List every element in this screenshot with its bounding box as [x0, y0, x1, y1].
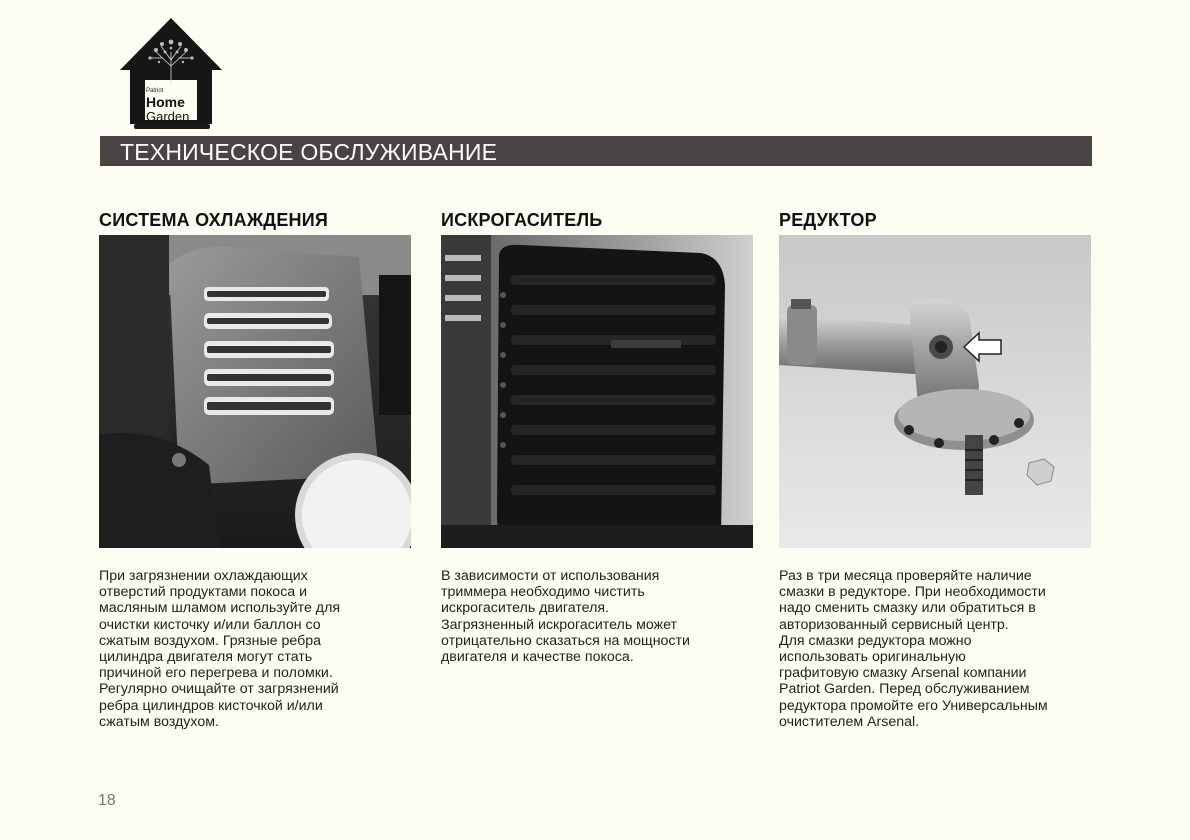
- logo-home: Home: [146, 94, 185, 110]
- section-title: ИСКРОГАСИТЕЛЬ: [441, 210, 603, 230]
- logo-brand: Patriot: [146, 88, 164, 94]
- spark-arrester-photo: [441, 235, 753, 548]
- section-cooling: [99, 205, 413, 730]
- logo-underline: [134, 124, 210, 129]
- section-title: СИСТЕМА ОХЛАЖДЕНИЯ: [99, 210, 329, 230]
- section-gearbox: [779, 205, 1093, 730]
- section-text: В зависимости от использования триммера необходимо чистить искрогаситель двигателя. Загрязненный искрогаситель может отрицательно сказаться на мощности двигателя и качестве покоса.: [441, 568, 690, 666]
- section-text: Раз в три месяца проверяйте наличие смазки в редукторе. При необходимости надо сменить смазку или обратиться в авторизованный сервисный центр. Для смазки редуктора можно использовать оригинальную графитовую смазку Arsenal компании Patriot Garden. Перед обслуживанием редуктора промойте его Универсальным очистителем Arsenal.: [779, 568, 1048, 730]
- gearbox-photo: [779, 235, 1091, 548]
- section-text: При загрязнении охлаждающих отверстий продуктами покоса и масляным шламом используйте для очистки кисточку и/или баллон со сжатым воздухом. Грязные ребра цилиндра двигателя могут стать причиной его перегрева и поломки. Регулярно очищайте от загрязнений ребра цилиндров кисточкой и/или сжатым воздухом.: [99, 568, 341, 730]
- section-spark-arrester: [441, 205, 755, 665]
- engine-cooling-photo: [99, 235, 411, 548]
- section-banner: ТЕХНИЧЕСКОЕ ОБСЛУЖИВАНИЕ: [100, 136, 1092, 166]
- logo-wordmark: [146, 88, 206, 123]
- section-title: РЕДУКТОР: [779, 210, 877, 230]
- page-number: 18: [98, 792, 116, 809]
- logo-garden: Garden: [146, 109, 190, 124]
